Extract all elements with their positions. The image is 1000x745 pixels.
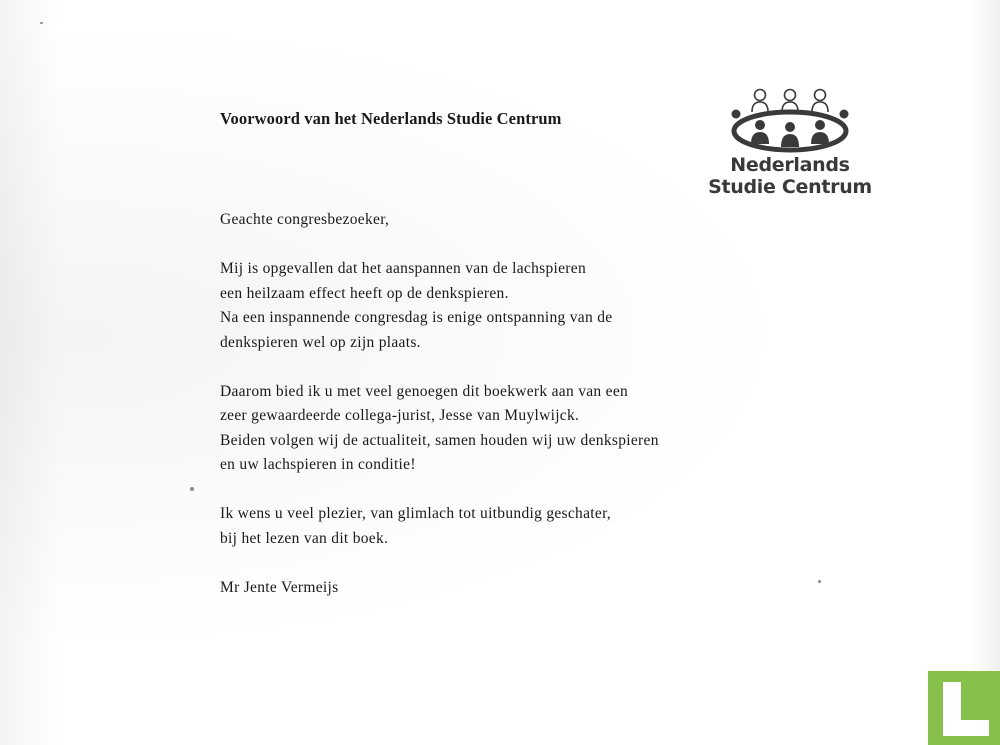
paragraph-2-line: en uw lachspieren in conditie! [220,456,416,473]
paragraph-1-line: Na een inspannende congresdag is enige ontspanning van de [220,309,613,326]
signature: Mr Jente Vermeijs [220,578,339,596]
page-title: Voorwoord van het Nederlands Studie Centrum [220,109,562,128]
conference-table-icon [730,88,850,154]
paragraph-1-line: een heilzaam effect heeft op de denkspieren. [220,284,509,302]
paragraph-3-line: Ik wens u veel plezier, van glimlach tot uitbundig geschater, [220,505,612,522]
paragraph-2-line: zeer gewaardeerde collega-jurist, Jesse van Muylwijck. [220,407,580,424]
logo-line-1: Nederlands [730,154,850,176]
scan-speck [190,487,194,491]
paragraph-2-line: Beiden volgen wij de actualiteit, samen houden wij uw denkspieren [220,431,659,449]
page-edge-shadow [970,0,1000,745]
nsc-logo [700,88,890,213]
logo-line-2: Studie Centrum [708,176,872,198]
paragraph-3-line: bij het lezen van dit boek. [220,529,389,547]
logo-wordmark [700,154,880,198]
letter-body [220,208,720,600]
paragraph-2-line: Daarom bied ik u met veel genoegen dit boekwerk aan van een [220,382,629,400]
scan-speck [40,22,43,24]
watermark-badge [928,671,1000,745]
paragraph-1-line: denkspieren wel op zijn plaats. [220,333,421,351]
scan-speck [818,580,821,583]
paragraph-1-line: Mij is opgevallen dat het aanspannen van de lachspieren [220,260,586,277]
l-logo-icon [943,682,989,736]
greeting: Geachte congresbezoeker, [220,211,390,228]
